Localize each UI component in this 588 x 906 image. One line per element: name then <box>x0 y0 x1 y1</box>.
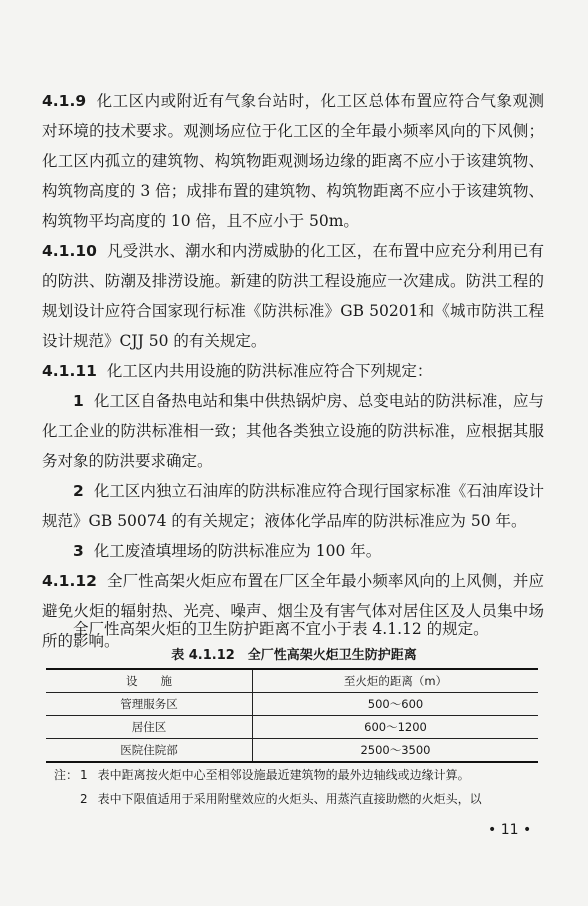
table-cell: 500～600 <box>253 693 539 716</box>
page-number: • 11 • <box>488 822 532 838</box>
section-text: 化工区内或附近有气象台站时，化工区总体布置应符合气象观测对环境的技术要求。观测场应位于化工区的全年最小频率风向的下风侧；化工区内孤立的建筑物、构筑物距观测场边缘的距离不应小于该建筑物、构筑物高度的 3 倍；成排布置的建筑物、构筑物距离不应小于该建筑物、构筑物平均高度的 10 倍，且不应小于 50m。 <box>42 92 544 230</box>
item-text: 化工区自备热电站和集中供热锅炉房、总变电站的防洪标准，应与化工企业的防洪标准相一致；其他各类独立设施的防洪标准，应根据其服务对象的防洪要求确定。 <box>42 392 544 470</box>
table-caption: 表 4.1.12 全厂性高架火炬卫生防护距离 <box>171 648 417 663</box>
table-cell: 居住区 <box>46 716 253 739</box>
note-number: 2 <box>80 792 88 806</box>
section-number: 4.1.10 <box>42 242 97 260</box>
section-text: 全厂性高架火炬应布置在厂区全年最小频率风向的上风侧，并应避免火炬的辐射热、光亮、噪声、烟尘及有害气体对居住区及人员集中场所的影响。 <box>42 572 544 650</box>
section-4-1-9 <box>42 86 544 236</box>
note-text: 表中距离按火炬中心至相邻设施最近建筑物的最外边轴线或边缘计算。 <box>97 768 470 782</box>
section-4-1-10 <box>42 236 544 356</box>
table-note <box>80 790 550 808</box>
note-number: 1 <box>80 768 88 782</box>
item-text: 化工区内独立石油库的防洪标准应符合现行国家标准《石油库设计规范》GB 50074 的有关规定；液体化学品库的防洪标准应为 50 年。 <box>42 482 544 530</box>
distance-table <box>46 668 538 763</box>
note-text: 表中下限值适用于采用附壁效应的火炬头、用蒸汽直接助燃的火炬头，以 <box>97 792 482 806</box>
item-text: 化工废渣填埋场的防洪标准应为 100 年。 <box>93 542 382 560</box>
item-number: 2 <box>73 482 84 500</box>
table-cell: 600～1200 <box>253 716 539 739</box>
table-reference-paragraph: 全厂性高架火炬的卫生防护距离不宜小于表 4.1.12 的规定。 <box>73 620 489 638</box>
section-number: 4.1.11 <box>42 362 97 380</box>
section-text: 化工区内共用设施的防洪标准应符合下列规定： <box>106 362 433 380</box>
section-number: 4.1.9 <box>42 92 87 110</box>
section-number: 4.1.12 <box>42 572 97 590</box>
table-cell: 管理服务区 <box>46 693 253 716</box>
section-4-1-11 <box>42 356 544 386</box>
list-item <box>42 476 544 536</box>
table-row <box>46 739 538 763</box>
list-item <box>42 386 544 476</box>
table-row <box>46 716 538 739</box>
table-cell: 2500～3500 <box>253 739 539 763</box>
item-number: 1 <box>73 392 84 410</box>
section-text: 凡受洪水、潮水和内涝威胁的化工区，在布置中应充分利用已有的防洪、防潮及排涝设施。新建的防洪工程设施应一次建成。防洪工程的规划设计应符合国家现行标准《防洪标准》GB 50201和《城市防洪工程设计规范》CJJ 50 的有关规定。 <box>42 242 544 350</box>
note-label: 注： <box>54 768 79 782</box>
list-item <box>42 536 544 566</box>
item-number: 3 <box>73 542 84 560</box>
table-row <box>46 693 538 716</box>
table-cell: 医院住院部 <box>46 739 253 763</box>
column-header: 至火炬的距离（m） <box>253 669 539 693</box>
table-header-row <box>46 669 538 693</box>
column-header: 设 施 <box>46 669 253 693</box>
table-note <box>54 766 550 784</box>
